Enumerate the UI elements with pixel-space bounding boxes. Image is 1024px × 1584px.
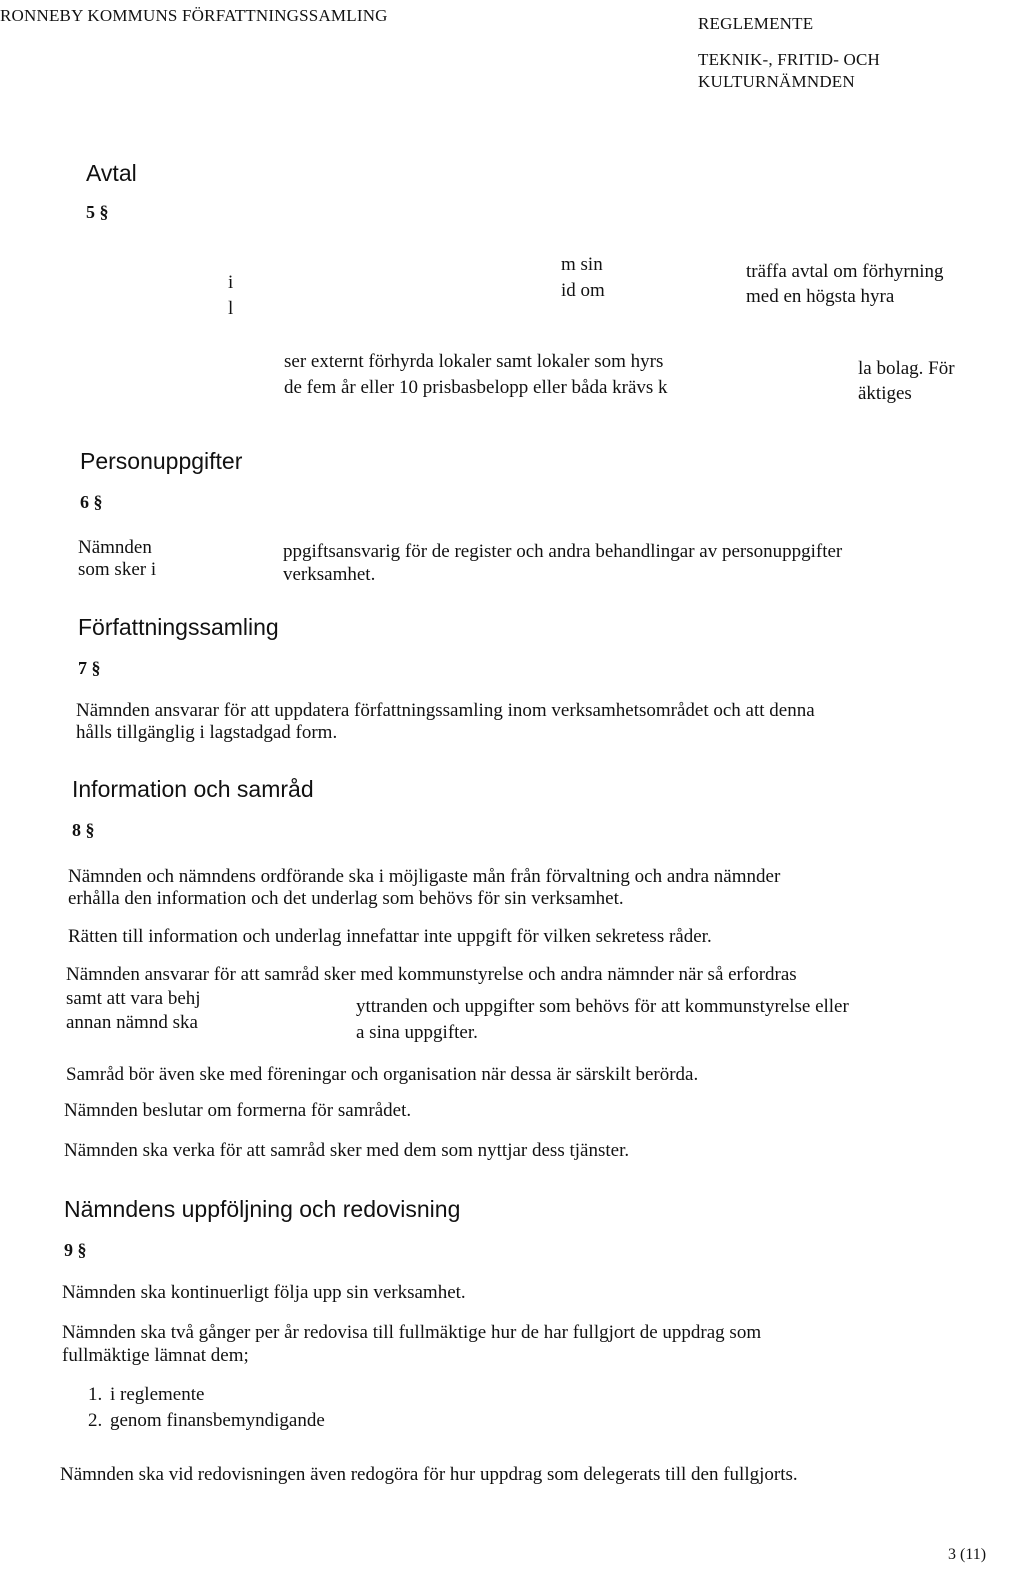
avtal-fragment: träffa avtal om förhyrning [746,261,944,282]
header-document-type: REGLEMENTE [698,14,814,33]
heading-uppfoljning: Nämndens uppföljning och redovisning [64,1196,461,1222]
information-paragraph-fragment: annan nämnd ska [66,1012,198,1033]
avtal-fragment: i [228,272,234,293]
avtal-fragment: m sin [561,254,603,275]
information-paragraph-fragment: samt att vara behj [66,988,201,1009]
section-number-6: 6 § [80,492,103,512]
section-number-5: 5 § [86,202,109,222]
section-number-8: 8 § [72,820,95,840]
list-item-number: 1. [88,1384,103,1405]
information-paragraph: Rätten till information och underlag innefattar inte uppgift för vilken sekretess råder. [68,926,712,947]
personuppgifter-fragment: Nämnden [78,537,152,558]
information-paragraph-line: Nämnden ansvarar för att samråd sker med kommunstyrelse och andra nämnder när så erfordras [66,964,797,985]
list-item [88,1384,204,1406]
avtal-fragment: de fem år eller 10 prisbasbelopp eller båda krävs k [284,377,668,398]
section-number-7: 7 § [78,658,101,678]
avtal-fragment: id om [561,280,605,301]
uppfoljning-paragraph: Nämnden ska kontinuerligt följa upp sin verksamhet. [62,1282,466,1303]
uppfoljning-paragraph-line: Nämnden ska två gånger per år redovisa till fullmäktige hur de har fullgjort de uppdrag som [62,1322,762,1343]
information-paragraph-line: erhålla den information och det underlag som behövs för sin verksamhet. [68,888,624,909]
heading-forfattningssamling: Författningssamling [78,614,279,640]
uppfoljning-paragraph: Nämnden ska vid redovisningen även redogöra för hur uppdrag som delegerats till den fullgjorts. [60,1464,798,1485]
avtal-fragment: äktiges [858,383,912,404]
information-paragraph-line: Nämnden och nämndens ordförande ska i möjligaste mån från förvaltning och andra nämnder [68,866,781,887]
uppfoljning-paragraph-line: fullmäktige lämnat dem; [62,1345,249,1366]
information-paragraph: Nämnden beslutar om formerna för samrådet. [64,1100,412,1121]
list-item-number: 2. [88,1410,103,1431]
section-number-9: 9 § [64,1240,87,1260]
information-paragraph-fragment: a sina uppgifter. [356,1022,478,1043]
header-collection-title: RONNEBY KOMMUNS FÖRFATTNINGSSAMLING [0,6,388,25]
avtal-fragment: la bolag. För [858,358,955,379]
list-item-text: i reglemente [110,1384,205,1405]
avtal-fragment: ser externt förhyrda lokaler samt lokaler som hyrs [284,351,664,372]
information-paragraph: Samråd bör även ske med föreningar och organisation när dessa är särskilt berörda. [66,1064,699,1085]
heading-information-och-samrad: Information och samråd [72,776,314,802]
personuppgifter-fragment: verksamhet. [283,564,376,585]
list-item [88,1410,325,1432]
avtal-fragment: med en högsta hyra [746,286,895,307]
header-committee-line1: TEKNIK-, FRITID- OCH [698,50,881,69]
forfattning-paragraph-line: Nämnden ansvarar för att uppdatera författningssamling inom verksamhetsområdet och att denna [76,700,815,721]
personuppgifter-fragment: som sker i [78,559,157,580]
header-committee-line2: KULTURNÄMNDEN [698,72,855,91]
information-paragraph: Nämnden ska verka för att samråd sker med dem som nyttjar dess tjänster. [64,1140,630,1161]
page-number: 3 (11) [948,1546,987,1563]
personuppgifter-fragment: ppgiftsansvarig för de register och andra behandlingar av personuppgifter [283,541,843,562]
heading-personuppgifter: Personuppgifter [80,448,243,474]
list-item-text: genom finansbemyndigande [110,1410,325,1431]
avtal-fragment: l [228,298,234,319]
forfattning-paragraph-line: hålls tillgänglig i lagstadgad form. [76,722,338,743]
information-paragraph-fragment: yttranden och uppgifter som behövs för att kommunstyrelse eller [356,996,849,1017]
heading-avtal: Avtal [86,160,137,186]
